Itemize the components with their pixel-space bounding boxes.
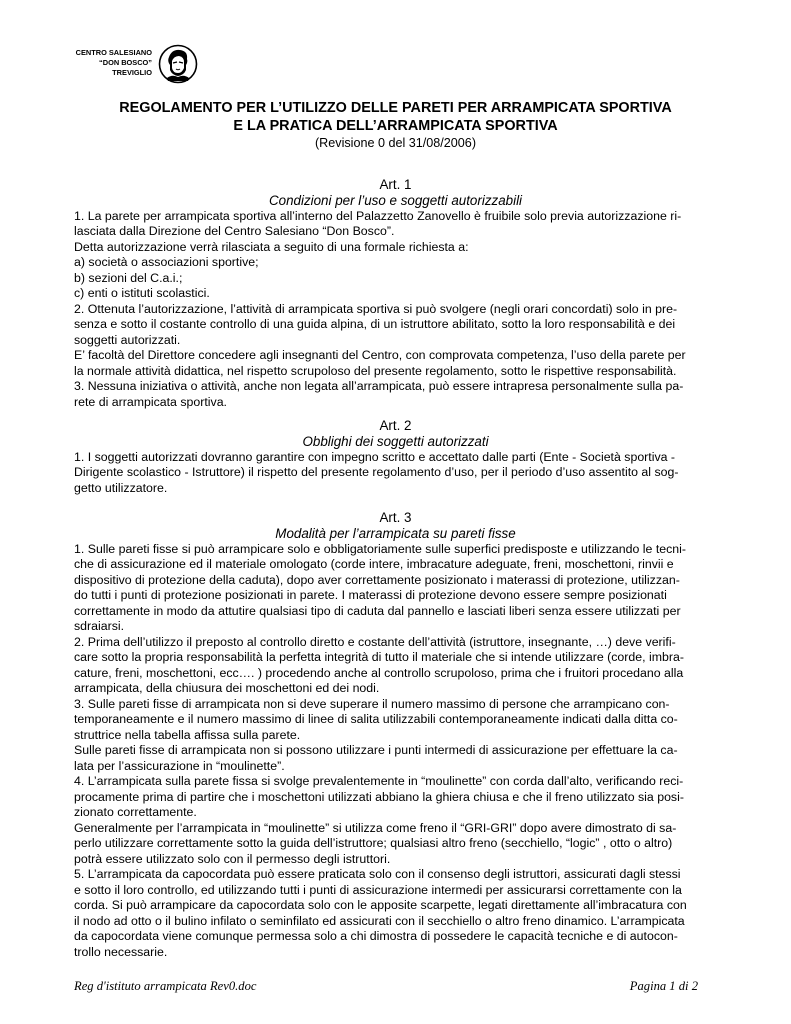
article-1-text-line: a) società o associazioni sportive; — [74, 255, 259, 269]
article-1-text-line: la normale attività didattica, nel rispetto scrupoloso del presente regolamento, sotto le rispettive responsabilità. — [74, 364, 677, 378]
article-2-heading: Obblighi dei soggetti autorizzati — [302, 434, 489, 449]
article-2-text-line: 1. I soggetti autorizzati dovranno garantire con impegno scritto e accettato dalle parti (Ente - Società sportiva - — [74, 450, 676, 464]
article-3-text-line: e sotto il loro controllo, ed utilizzando tutti i punti di assicurazione intermedi per assicurarsi correttamente con la — [74, 883, 682, 897]
article-3-text-line: 1. Sulle pareti fisse si può arrampicare solo e obbligatoriamente sulle superfici predisposte e utilizzando le tecni- — [74, 542, 687, 556]
article-3-text-line: 4. L’arrampicata sulla parete fissa si svolge prevalentemente in “moulinette” con corda dall’alto, verificando reci- — [74, 774, 684, 788]
don-bosco-portrait-icon — [158, 44, 198, 84]
article-3-text-line: struttrice nella tabella affissa sulla parete. — [74, 728, 301, 742]
article-2-text-line: getto utilizzatore. — [74, 481, 168, 495]
article-1-text-line: E’ facoltà del Direttore concedere agli insegnanti del Centro, con comprovata competenza, l’uso della parete per — [74, 348, 686, 362]
article-3-text-line: correttamente in modo da attutire qualsiasi tipo di caduta dal pannello e lasciati liberi senza essere utilizzati per — [74, 604, 681, 618]
article-1-text-line: lasciata dalla Direzione del Centro Salesiano “Don Bosco”. — [74, 224, 395, 238]
article-1-text-line: Detta autorizzazione verrà rilasciata a seguito di una formale richiesta a: — [74, 240, 469, 254]
article-1-text-line: b) sezioni del C.a.i.; — [74, 271, 183, 285]
document-title-line-2: E LA PRATICA DELL’ARRAMPICATA SPORTIVA — [233, 118, 558, 134]
article-3-text-line: zionato correttamente. — [74, 805, 197, 819]
article-1-text-line: 3. Nessuna iniziativa o attività, anche non legata all’arrampicata, può essere intrapresa personalmente sulla pa- — [74, 379, 684, 393]
article-1-heading: Condizioni per l’uso e soggetti autorizzabili — [268, 193, 523, 208]
article-3-text-line: Sulle pareti fisse di arrampicata non si possono utilizzare i punti intermedi di assicurazione per effettuare la ca- — [74, 743, 678, 757]
article-3-text-line: Generalmente per l’arrampicata in “moulinette” si utilizza come freno il “GRI-GRI” dopo avere dimostrato di sa- — [74, 821, 677, 835]
article-3-text-line: che di assicurazione ed il materiale omologato (corde intere, imbracature adeguate, freni, moschettoni, rinvii e — [74, 557, 674, 571]
footer-filename: Reg d'istituto arrampicata Rev0.doc — [74, 979, 257, 993]
revision-note: (Revisione 0 del 31/08/2006) — [314, 136, 477, 150]
article-3-text-line: arrampicata, della chiusura dei moschettoni ed dei nodi. — [74, 681, 380, 695]
article-3-text-line: trollo necessarie. — [74, 945, 168, 959]
article-3-text-line: dispositivo di protezione della caduta), dopo aver correttamente posizionato i materassi di protezione, utilizzan- — [74, 573, 680, 587]
article-1-text-line: 1. La parete per arrampicata sportiva all’interno del Palazzetto Zanovello è fruibile solo previa autorizzazione ri- — [74, 209, 682, 223]
article-3-number: Art. 3 — [379, 510, 412, 525]
article-1-text-line: senza e sotto il costante controllo di una guida alpina, di un istruttore abilitato, sotto la loro responsabilità e dei — [74, 317, 676, 331]
document-title-line-1: REGOLAMENTO PER L’UTILIZZO DELLE PARETI PER ARRAMPICATA SPORTIVA — [119, 100, 672, 116]
article-3-text-line: sdraiarsi. — [74, 619, 125, 633]
article-3-text-line: do tutti i punti di protezione posizionati in parete. I materassi di protezione devono essere sempre posizionati — [74, 588, 667, 602]
article-3-text-line: cature, freni, moschettoni, ecc…. ) procedendo anche al controllo scrupoloso, prima che i fruitori procedano alla — [74, 666, 684, 680]
article-3-text-line: procamente prima di partire che i moschettoni utilizzati abbiano la ghiera chiusa e che il freno utilizzato sia posi- — [74, 790, 684, 804]
article-2-number: Art. 2 — [379, 418, 412, 433]
article-3-text-line: perlo utilizzare correttamente sotto la guida dell’istruttore; qualsiasi altro freno (secchiello, “logic” , otto o altro) — [74, 836, 673, 850]
article-1-text-line: c) enti o istituti scolastici. — [74, 286, 210, 300]
logo-line-1: CENTRO SALESIANO — [75, 48, 152, 57]
article-3-text-line: il nodo ad otto o il bulino infilato o seminfilato ed assicurati con il secchiello o altro freno dinamico. L’arrampicata — [74, 914, 685, 928]
article-3-text-line: care sotto la propria responsabilità la perfetta integrità di tutto il materiale che si intende utilizzare (corde, imbra- — [74, 650, 684, 664]
article-3-text-line: 2. Prima dell’utilizzo il preposto al controllo diretto e costante dell’attività (istruttore, insegnante, …) deve verifi- — [74, 635, 676, 649]
article-3-text-line: lata per l’assicurazione in “moulinette”. — [74, 759, 285, 773]
article-1-text-line: 2. Ottenuta l’autorizzazione, l’attività di arrampicata sportiva si può svolgere (negli orari concordati) solo in pre- — [74, 302, 678, 316]
article-1-text-line: soggetti autorizzati. — [74, 333, 181, 347]
article-3-text-line: temporaneamente e il numero massimo di linee di salita utilizzabili contemporaneamente indicati dalla ditta co- — [74, 712, 678, 726]
logo-line-3: TREVIGLIO — [112, 68, 152, 77]
article-3-text-line: da capocordata viene comunque permessa solo a chi dimostra di possedere le capacità tecniche e di autocon- — [74, 929, 678, 943]
logo — [60, 44, 200, 86]
article-3-text-line: 3. Sulle pareti fisse di arrampicata non si deve superare il numero massimo di persone che arrampicano con- — [74, 697, 670, 711]
footer-page-number: Pagina 1 di 2 — [629, 979, 698, 993]
article-3-text-line: 5. L’arrampicata da capocordata può essere praticata solo con il consenso degli istruttori, assicurati dagli stessi — [74, 867, 681, 881]
article-3-heading: Modalità per l’arrampicata su pareti fisse — [275, 526, 516, 541]
article-2-text-line: Dirigente scolastico - Istruttore) il rispetto del presente regolamento d’uso, per il periodo d’uso assentito al sog- — [74, 465, 679, 479]
article-1-number: Art. 1 — [379, 177, 412, 192]
article-3-text-line: potrà essere utilizzato solo con il permesso degli istruttori. — [74, 852, 391, 866]
article-3-text-line: corda. Si può arrampicare da capocordata solo con le apposite scarpette, legati direttamente all’imbracatura con — [74, 898, 687, 912]
article-1-text-line: rete di arrampicata sportiva. — [74, 395, 227, 409]
logo-line-2: “DON BOSCO” — [99, 58, 152, 67]
logo-text — [76, 48, 152, 78]
